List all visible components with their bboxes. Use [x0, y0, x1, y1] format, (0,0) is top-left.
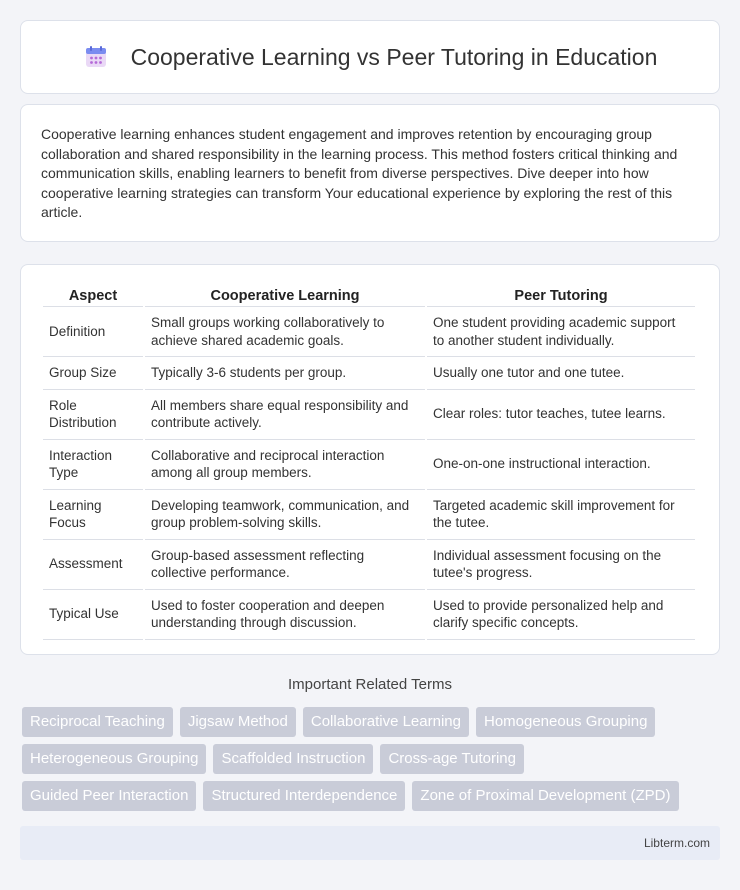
term-tag[interactable]: Jigsaw Method	[180, 707, 296, 737]
cell-cooperative: Group-based assessment reflecting collective performance.	[145, 540, 425, 590]
cell-aspect: Assessment	[43, 540, 143, 590]
term-tag[interactable]: Zone of Proximal Development (ZPD)	[412, 781, 678, 811]
table-row	[43, 440, 695, 490]
tag-row	[22, 744, 722, 774]
cell-peer: One student providing academic support to another student individually.	[427, 307, 695, 357]
tag-row	[22, 707, 722, 737]
related-terms	[22, 707, 722, 818]
table-row	[43, 390, 695, 440]
term-tag[interactable]: Cross-age Tutoring	[380, 744, 524, 774]
header-cooperative: Cooperative Learning	[145, 285, 425, 307]
cell-cooperative: Typically 3-6 students per group.	[145, 357, 425, 390]
footer-site-link[interactable]: Libterm.com	[643, 836, 710, 850]
intro-text: Cooperative learning enhances student engagement and improves retention by encouraging group collaboration and shared responsibility in the learning process. This method fosters critical thinking and communication skills, enabling learners to benefit from diverse perspectives. Dive deeper into how cooperative learning strategies can transform Your educational experience by exploring the rest of this article.	[41, 126, 678, 220]
table-row	[43, 357, 695, 390]
table-row	[43, 490, 695, 540]
cell-peer: Individual assessment focusing on the tutee's progress.	[427, 540, 695, 590]
comparison-card	[20, 264, 720, 655]
related-terms-title: Important Related Terms	[288, 676, 452, 693]
term-tag[interactable]: Collaborative Learning	[303, 707, 469, 737]
cell-aspect: Learning Focus	[43, 490, 143, 540]
comparison-table	[41, 285, 697, 640]
cell-cooperative: Small groups working collaboratively to achieve shared academic goals.	[145, 307, 425, 357]
cell-aspect: Definition	[43, 307, 143, 357]
cell-aspect: Typical Use	[43, 590, 143, 640]
cell-cooperative: Collaborative and reciprocal interaction among all group members.	[145, 440, 425, 490]
header-peer: Peer Tutoring	[427, 285, 695, 307]
table-row	[43, 590, 695, 640]
term-tag[interactable]: Structured Interdependence	[203, 781, 405, 811]
term-tag[interactable]: Scaffolded Instruction	[213, 744, 373, 774]
page-title: Cooperative Learning vs Peer Tutoring in Education	[130, 43, 658, 70]
tag-row	[22, 781, 722, 811]
term-tag[interactable]: Heterogeneous Grouping	[22, 744, 206, 774]
cell-peer: Usually one tutor and one tutee.	[427, 357, 695, 390]
cell-peer: Used to provide personalized help and clarify specific concepts.	[427, 590, 695, 640]
cell-aspect: Role Distribution	[43, 390, 143, 440]
cell-peer: Targeted academic skill improvement for the tutee.	[427, 490, 695, 540]
cell-cooperative: Developing teamwork, communication, and group problem-solving skills.	[145, 490, 425, 540]
cell-cooperative: Used to foster cooperation and deepen understanding through discussion.	[145, 590, 425, 640]
intro-card	[20, 104, 720, 242]
cell-aspect: Group Size	[43, 357, 143, 390]
table-row	[43, 540, 695, 590]
cell-peer: Clear roles: tutor teaches, tutee learns.	[427, 390, 695, 440]
calendar-icon	[83, 44, 109, 70]
term-tag[interactable]: Reciprocal Teaching	[22, 707, 173, 737]
cell-aspect: Interaction Type	[43, 440, 143, 490]
header-card	[20, 20, 720, 94]
table-row	[43, 307, 695, 357]
term-tag[interactable]: Guided Peer Interaction	[22, 781, 196, 811]
header-aspect: Aspect	[43, 285, 143, 307]
footer	[20, 826, 720, 860]
cell-peer: One-on-one instructional interaction.	[427, 440, 695, 490]
cell-cooperative: All members share equal responsibility and contribute actively.	[145, 390, 425, 440]
term-tag[interactable]: Homogeneous Grouping	[476, 707, 655, 737]
